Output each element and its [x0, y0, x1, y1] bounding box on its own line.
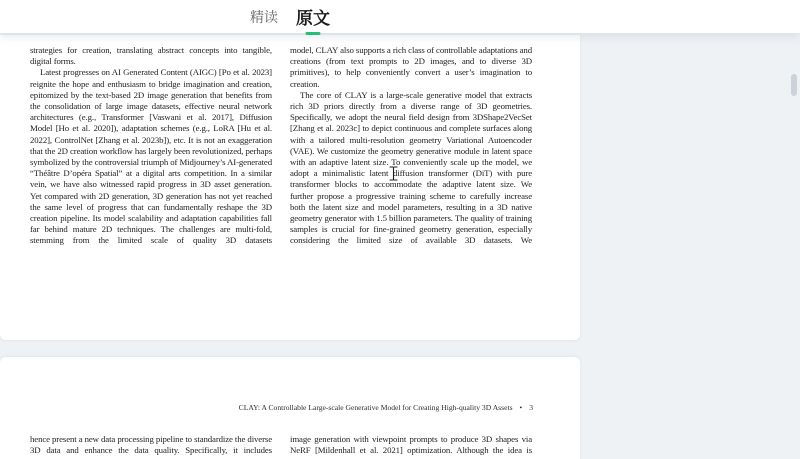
page-number: 3 — [529, 403, 533, 412]
tab-group — [0, 0, 580, 33]
page2-right-column: image generation with viewpoint prompts to produce 3D shapes via NeRF [Mildenhall et al. 2021] optimization. Although the idea is — [290, 434, 532, 456]
active-tab-underline — [306, 32, 321, 35]
paragraph: model, CLAY also supports a rich class of controllable adaptations and creations (from text prompts to 2D images, and to diverse 3D primitives), to help conveniently convert a user’s imagination to creation. — [290, 45, 532, 89]
pdf-page-1 — [0, 35, 580, 340]
page1-left-column — [30, 45, 272, 247]
text-cursor-ibeam-icon — [389, 166, 398, 181]
running-header-title: CLAY: A Controllable Large-scale Generative Model for Creating High-quality 3D Assets — [238, 403, 513, 412]
tab-original-text[interactable] — [296, 4, 330, 29]
running-header-separator: • — [519, 403, 523, 412]
running-header — [30, 403, 533, 412]
pdf-page-2 — [0, 357, 580, 459]
tab-original-text-label: 原文 — [296, 9, 330, 28]
page2-left-column: hence present a new data processing pipeline to standardize the diverse 3D data and enhance the data quality. Specifically, it includes — [30, 434, 272, 456]
scrollbar-track[interactable] — [790, 33, 800, 459]
paragraph: Latest progresses on AI Generated Content (AIGC) [Po et al. 2023] reignite the hope and enthusiasm to bridge imagination and creation, epitomized by the text-based 2D image generation that benefits from the consolidation of large image datasets, effective neural network architectures (e.g., Transformer [Vaswani et al. 2017], Diffusion Model [Ho et al. 2020]), adaptation schemes (e.g., LoRA [Hu et al. 2022], ControlNet [Zhang et al. 2023b]), etc. It is not an exaggeration that the 2D creation workflow has largely been revolutionized, perhaps symbolized by the controversial triumph of Midjourney’s AI-generated “Théâtre D’opéra Spatial” at a digital arts competition. In a similar vein, we have also witnessed rapid progress in 3D asset generation. Yet compared with 2D generation, 3D generation has not yet reached the same level of progress that can fundamentally reshape the 3D creation pipeline. Its model scalability and adaptation capabilities fall far behind mature 2D techniques. The challenges are multi-fold, stemming from the limited scale of quality 3D datasets — [30, 67, 272, 246]
top-tab-bar — [0, 0, 800, 33]
tab-intensive-reading[interactable]: 精读 — [250, 8, 278, 25]
paragraph: The core of CLAY is a large-scale generative model that extracts rich 3D priors directly from a diverse range of 3D geometries. Specifically, we adopt the neural field design from 3DShape2VecSet [Zhang et al. 2023c] to depict continuous and complete surfaces along with a tailored multi-resolution geometry Variational Autoencoder (VAE). We customize the geometry generative module in latent space with an adaptive latent size. To conveniently scale up the model, we adopt a minimalistic latent diffusion transformer (DiT) with pure transformer blocks to accommodate the adaptive latent size. We further propose a progressive training scheme to carefully increase both the latent size and model parameters, resulting in a 3D native geometry generator with 1.5 billion parameters. The quality of training samples is crucial for fine-grained geometry generation, especially considering the limited size of available 3D datasets. We — [290, 89, 532, 246]
page1-right-column — [290, 45, 532, 247]
paragraph: strategies for creation, translating abstract concepts into tangible, digital forms. — [30, 45, 272, 67]
scrollbar-thumb[interactable] — [791, 74, 797, 96]
